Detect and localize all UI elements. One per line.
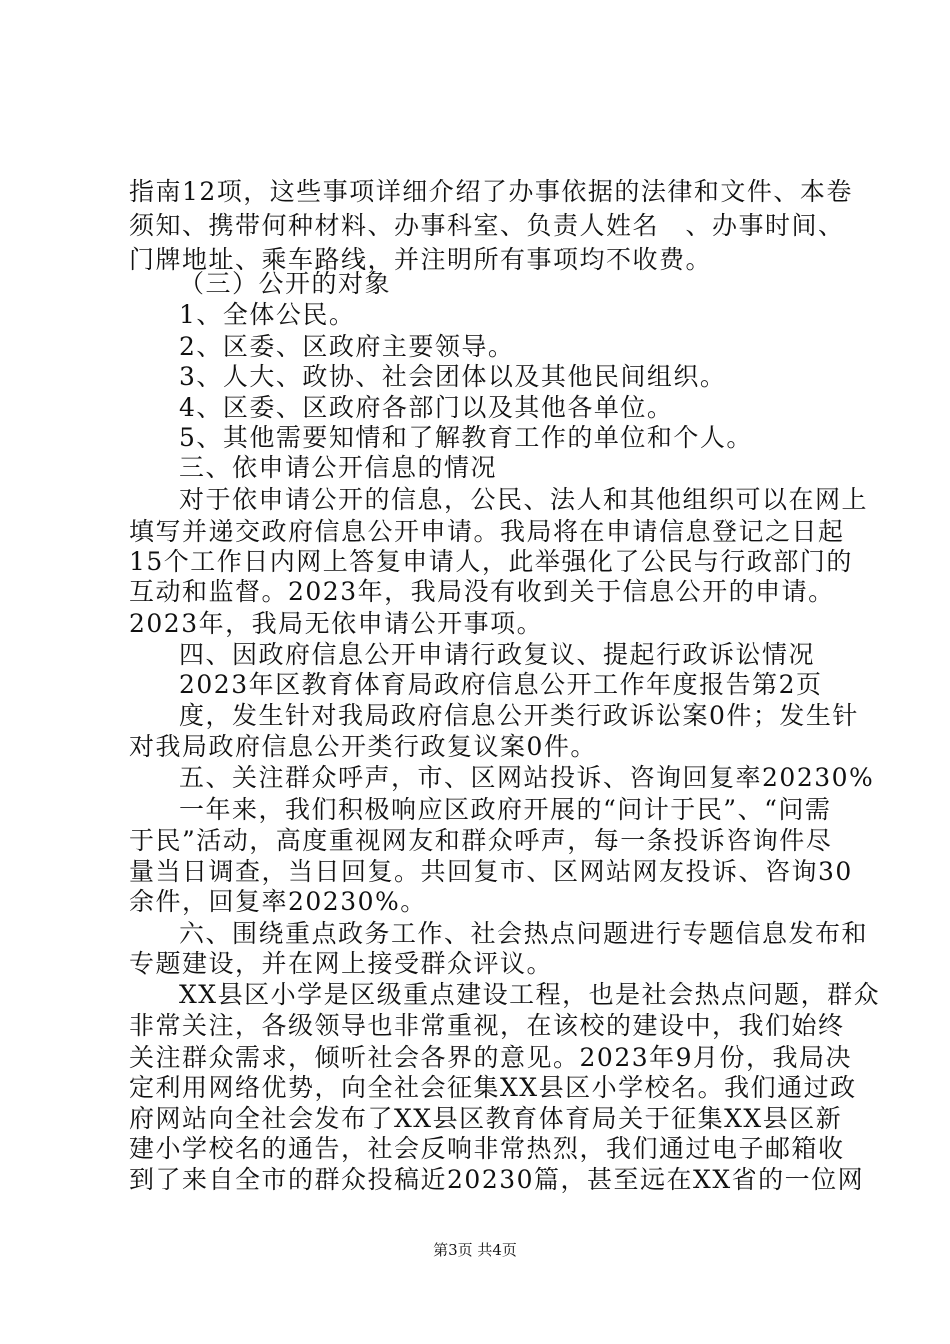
body-line: 于民”活动，高度重视网友和群众呼声，每一条投诉咨询件尽 (129, 826, 833, 855)
list-item: 4、区委、区政府各部门以及其他各单位。 (179, 393, 674, 422)
body-line: 15个工作日内网上答复申请人，此举强化了公民与行政部门的 (129, 547, 853, 576)
body-line: 须知、携带何种材料、办事科室、负责人姓名 、办事时间、 (129, 211, 845, 240)
body-line: 门牌地址、乘车路线，并注明所有事项均不收费。 (129, 245, 713, 274)
page-footer: 第3页 共4页 (433, 1241, 517, 1259)
section-heading: 六、围绕重点政务工作、社会热点问题进行专题信息发布和 (179, 919, 869, 948)
body-line: 对我局政府信息公开类行政复议案0件。 (129, 732, 597, 761)
running-header: 2023年区教育体育局政府信息公开工作年度报告第2页 (179, 670, 823, 699)
body-line: 到了来自全市的群众投稿近20230篇，甚至远在XX省的一位网 (129, 1165, 865, 1194)
list-item: 3、人大、政协、社会团体以及其他民间组织。 (179, 362, 727, 391)
section-heading: 专题建设，并在网上接受群众评议。 (129, 949, 554, 978)
body-line: 余件，回复率20230%。 (129, 887, 427, 916)
list-item: 1、全体公民。 (179, 300, 356, 329)
section-heading: 三、依申请公开信息的情况 (179, 453, 498, 482)
list-item: 2、区委、区政府主要领导。 (179, 332, 515, 361)
body-line: 关注群众需求，倾听社会各界的意见。2023年9月份，我局决 (129, 1043, 853, 1072)
body-line: 府网站向全社会发布了XX县区教育体育局关于征集XX县区新 (129, 1104, 843, 1133)
body-line: 2023年，我局无依申请公开事项。 (129, 609, 544, 638)
body-line: 填写并递交政府信息公开申请。我局将在申请信息登记之日起 (129, 517, 845, 546)
body-line: 量当日调查，当日回复。共回复市、区网站网友投诉、咨询30 (129, 857, 853, 886)
body-line: 指南12项，这些事项详细介绍了办事依据的法律和文件、本卷 (129, 177, 853, 206)
body-line: 建小学校名的通告，社会反响非常热烈，我们通过电子邮箱收 (129, 1134, 845, 1163)
section-heading: 五、关注群众呼声，市、区网站投诉、咨询回复率20230% (179, 763, 875, 792)
list-item: 5、其他需要知情和了解教育工作的单位和个人。 (179, 423, 753, 452)
body-line: 一年来，我们积极响应区政府开展的“问计于民”、“问需 (179, 795, 832, 824)
section-heading: 四、因政府信息公开申请行政复议、提起行政诉讼情况 (179, 640, 816, 669)
body-line: 度，发生针对我局政府信息公开类行政诉讼案0件；发生针 (179, 701, 859, 730)
section-heading: （三）公开的对象 (179, 269, 392, 298)
body-line: 对于依申请公开的信息，公民、法人和其他组织可以在网上 (179, 485, 869, 514)
body-line: 非常关注，各级领导也非常重视，在该校的建设中，我们始终 (129, 1011, 845, 1040)
body-line: 定利用网络优势，向全社会征集XX县区小学校名。我们通过政 (129, 1073, 857, 1102)
body-line: XX县区小学是区级重点建设工程，也是社会热点问题，群众 (179, 980, 881, 1009)
body-line: 互动和监督。2023年，我局没有收到关于信息公开的申请。 (129, 577, 835, 606)
